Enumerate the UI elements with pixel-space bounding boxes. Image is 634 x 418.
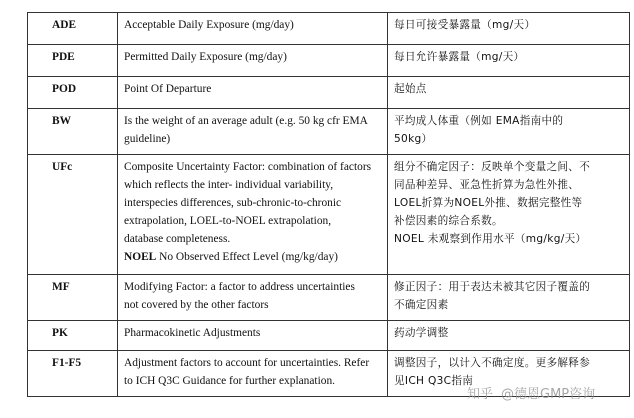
noel-description: No Observed Effect Level (mg/kg/day) [159, 251, 338, 263]
table-row [28, 275, 630, 321]
abbreviation-cell: F1-F5 [28, 351, 118, 397]
english-definition-cell [118, 321, 388, 351]
watermark-site: 知乎 [467, 387, 494, 402]
english-definition-line: Composite Uncertainty Factor: combination of factors [124, 161, 372, 173]
chinese-definition-line: 每日允许暴露量（mg/天） [394, 51, 525, 63]
chinese-definition-line: LOEL折算为NOEL外推、数据完整性等 [394, 197, 583, 209]
english-definition-line: Point Of Departure [124, 83, 212, 95]
abbreviation-cell: ADE [28, 13, 118, 45]
table-row [28, 13, 630, 45]
chinese-definition-line: 见ICH Q3C指南 [394, 375, 474, 387]
abbreviation-cell: BW [28, 109, 118, 155]
chinese-definition-line: 补偿因素的综合系数。 [394, 215, 503, 227]
english-definition-line: Adjustment factors to account for uncertainties. Refer [124, 357, 370, 369]
chinese-definition-line: NOEL 未观察到作用水平（mg/kg/天） [394, 233, 587, 245]
english-definition-cell [118, 77, 388, 109]
chinese-definition-line: 50kg） [394, 133, 433, 145]
chinese-definition-cell [388, 109, 630, 155]
chinese-definition-cell [388, 321, 630, 351]
chinese-definition-line: 每日可接受暴露量（mg/天） [394, 19, 536, 31]
watermark-account: @德恩GMP咨询 [501, 387, 596, 402]
english-definition-cell [118, 275, 388, 321]
chinese-definition-line: 不确定因素 [394, 299, 449, 311]
chinese-definition-line: 组分不确定因子：反映单个变量之间、不 [394, 161, 591, 173]
english-definition-line: guideline) [124, 133, 171, 145]
chinese-definition-cell [388, 45, 630, 77]
english-definition-line: Permitted Daily Exposure (mg/day) [124, 51, 287, 63]
abbreviation-cell: MF [28, 275, 118, 321]
english-definition-cell [118, 45, 388, 77]
english-definition-line: database completeness. [124, 233, 231, 245]
english-definition-cell [118, 13, 388, 45]
chinese-definition-cell [388, 13, 630, 45]
chinese-definition-line: 同品种差异、亚急性折算为急性外推、 [394, 179, 580, 191]
english-definition-line: Acceptable Daily Exposure (mg/day) [124, 19, 294, 31]
chinese-definition-cell [388, 77, 630, 109]
table-row [28, 77, 630, 109]
abbreviation-cell: POD [28, 77, 118, 109]
chinese-definition-line: 平均成人体重（例如 EMA指南中的 [394, 115, 564, 127]
chinese-definition-line: 药动学调整 [394, 327, 449, 339]
chinese-definition-line: 调整因子，以计入不确定度。更多解释参 [394, 357, 591, 369]
english-definition-cell [118, 109, 388, 155]
table-row [28, 321, 630, 351]
abbreviation-cell: UFc [28, 155, 118, 275]
english-definition-line: not covered by the other factors [124, 299, 269, 311]
table-row [28, 155, 630, 275]
abbreviation-cell: PDE [28, 45, 118, 77]
abbreviation-table [27, 12, 630, 397]
english-definition-line: Is the weight of an average adult (e.g. 50 kg cfr EMA [124, 115, 368, 127]
noel-term: NOEL [124, 251, 157, 263]
zhihu-watermark [467, 383, 595, 402]
chinese-definition-line: 修正因子：用于表达未被其它因子覆盖的 [394, 281, 591, 293]
english-definition-line: Pharmacokinetic Adjustments [124, 327, 261, 339]
english-definition-line: extrapolation, LOEL-to-NOEL extrapolation, [124, 215, 332, 227]
table-row [28, 45, 630, 77]
english-definition-line: to ICH Q3C Guidance for further explanation. [124, 375, 335, 387]
english-definition-cell [118, 351, 388, 397]
english-definition-line: Modifying Factor: a factor to address uncertainties [124, 281, 355, 293]
chinese-definition-cell [388, 275, 630, 321]
chinese-definition-cell [388, 155, 630, 275]
noel-definition-line [124, 248, 381, 266]
english-definition-cell [118, 155, 388, 275]
chinese-definition-line: 起始点 [394, 83, 427, 95]
english-definition-line: which reflects the inter- individual variability, [124, 179, 334, 191]
table-row [28, 109, 630, 155]
abbreviation-cell: PK [28, 321, 118, 351]
english-definition-line: interspecies differences, sub-chronic-to-chronic [124, 197, 342, 209]
